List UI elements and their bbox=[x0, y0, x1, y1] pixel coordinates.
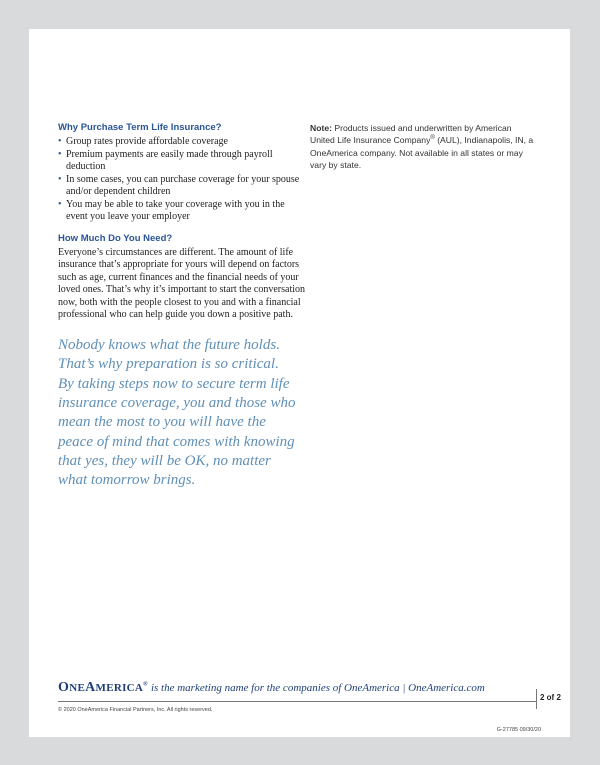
form-code: G-27785 09/30/20 bbox=[496, 727, 541, 733]
list-item bbox=[58, 136, 308, 149]
oneamerica-logo: ONEAMERICA® bbox=[58, 680, 148, 695]
section-heading-why-purchase: Why Purchase Term Life Insurance? bbox=[58, 122, 222, 133]
footer-divider bbox=[58, 701, 537, 702]
page-number-divider bbox=[536, 689, 537, 709]
note-label: Note: bbox=[310, 123, 332, 133]
bullet-icon: • bbox=[58, 198, 62, 210]
pull-quote: Nobody knows what the future holds. That’s why preparation is so critical. By taking steps now to secure term life insurance coverage, you and those who mean the most to you will have the peace of mind that comes with knowing that yes, they will be OK, no matter what tomorrow brings. bbox=[58, 337, 296, 489]
footer-brand-line bbox=[58, 680, 485, 696]
note-text-1: Products issued and underwritten by American United Life Insurance Company bbox=[310, 123, 512, 146]
body-paragraph: Everyone’s circumstances are different. The amount of life insurance that’s appropriate for yours will depend on factors such as age, current finances and the financial needs of your loved ones. That’s why it’s important to start the conversation now, both with the people closest to you and with a financial professional who can help guide you down a positive path. bbox=[58, 246, 305, 321]
document-page bbox=[29, 29, 570, 737]
list-item bbox=[58, 199, 308, 224]
right-column bbox=[310, 122, 535, 171]
bullet-icon: • bbox=[58, 148, 62, 160]
list-item bbox=[58, 174, 308, 199]
benefits-list bbox=[58, 136, 308, 224]
note-text-2: (AUL), Indianapolis, IN, a OneAmerica company. Not available in all states or may vary by state. bbox=[310, 135, 534, 170]
section-heading-how-much: How Much Do You Need? bbox=[58, 232, 173, 244]
list-item-text: Group rates provide affordable coverage bbox=[66, 136, 228, 147]
bullet-icon: • bbox=[58, 173, 62, 185]
list-item bbox=[58, 149, 308, 174]
disclaimer-note bbox=[310, 122, 535, 171]
bullet-icon: • bbox=[58, 136, 62, 147]
how-much-section bbox=[58, 233, 308, 323]
copyright-notice: © 2020 OneAmerica Financial Partners, Inc. All rights reserved. bbox=[58, 707, 213, 713]
page-number: 2 of 2 bbox=[540, 693, 561, 702]
list-item-text: In some cases, you can purchase coverage for your spouse and/or dependent children bbox=[66, 173, 300, 197]
left-column bbox=[58, 122, 308, 490]
registered-mark: ® bbox=[430, 135, 435, 142]
list-item-text: Premium payments are easily made through payroll deduction bbox=[66, 148, 273, 172]
footer-tagline: is the marketing name for the companies of OneAmerica | OneAmerica.com bbox=[150, 682, 485, 694]
list-item-text: You may be able to take your coverage with you in the event you leave your employer bbox=[66, 198, 285, 222]
